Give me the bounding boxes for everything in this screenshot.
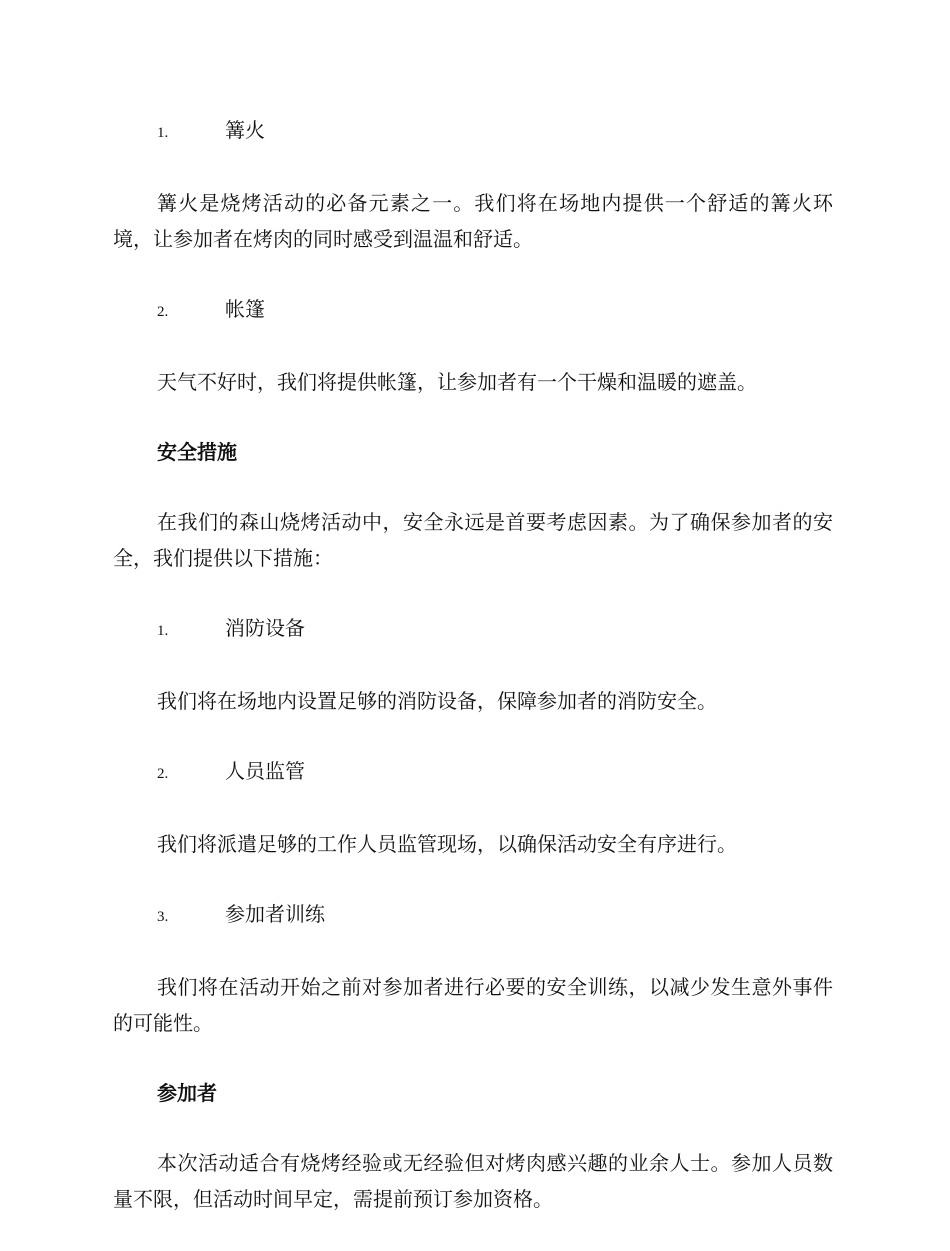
list-title: 消防设备	[225, 616, 305, 640]
list-item-staff	[113, 753, 833, 792]
list-number: 1.	[157, 623, 169, 639]
list-title: 篝火	[225, 118, 265, 142]
list-title: 参加者训练	[225, 902, 325, 926]
list-item-fire-equipment	[113, 610, 833, 649]
list-item-tent	[113, 291, 833, 330]
heading-safety: 安全措施	[157, 440, 237, 464]
list-number: 2.	[157, 304, 169, 320]
paragraph-training: 我们将在活动开始之前对参加者进行必要的安全训练，以减少发生意外事件的可能性。	[113, 975, 833, 1035]
paragraph-staff: 我们将派遣足够的工作人员监管现场，以确保活动安全有序进行。	[157, 832, 737, 856]
list-item-training	[113, 896, 833, 935]
list-number: 1.	[157, 125, 169, 141]
list-title: 帐篷	[225, 297, 265, 321]
document-body	[113, 112, 833, 1251]
paragraph-bonfire: 篝火是烧烤活动的必备元素之一。我们将在场地内提供一个舒适的篝火环境，让参加者在烤肉的同时感受到温温和舒适。	[113, 191, 833, 251]
list-number: 3.	[157, 909, 169, 925]
paragraph-participants: 本次活动适合有烧烤经验或无经验但对烤肉感兴趣的业余人士。参加人员数量不限，但活动时间早定，需提前预订参加资格。	[113, 1151, 833, 1211]
list-item-bonfire	[113, 112, 833, 151]
paragraph-safety: 在我们的森山烧烤活动中，安全永远是首要考虑因素。为了确保参加者的安全，我们提供以下措施：	[113, 510, 833, 570]
paragraph-tent: 天气不好时，我们将提供帐篷，让参加者有一个干燥和温暖的遮盖。	[157, 370, 757, 394]
list-title: 人员监管	[225, 759, 305, 783]
list-number: 2.	[157, 766, 169, 782]
paragraph-fire-equipment: 我们将在场地内设置足够的消防设备，保障参加者的消防安全。	[157, 689, 717, 713]
heading-participants: 参加者	[157, 1081, 217, 1105]
